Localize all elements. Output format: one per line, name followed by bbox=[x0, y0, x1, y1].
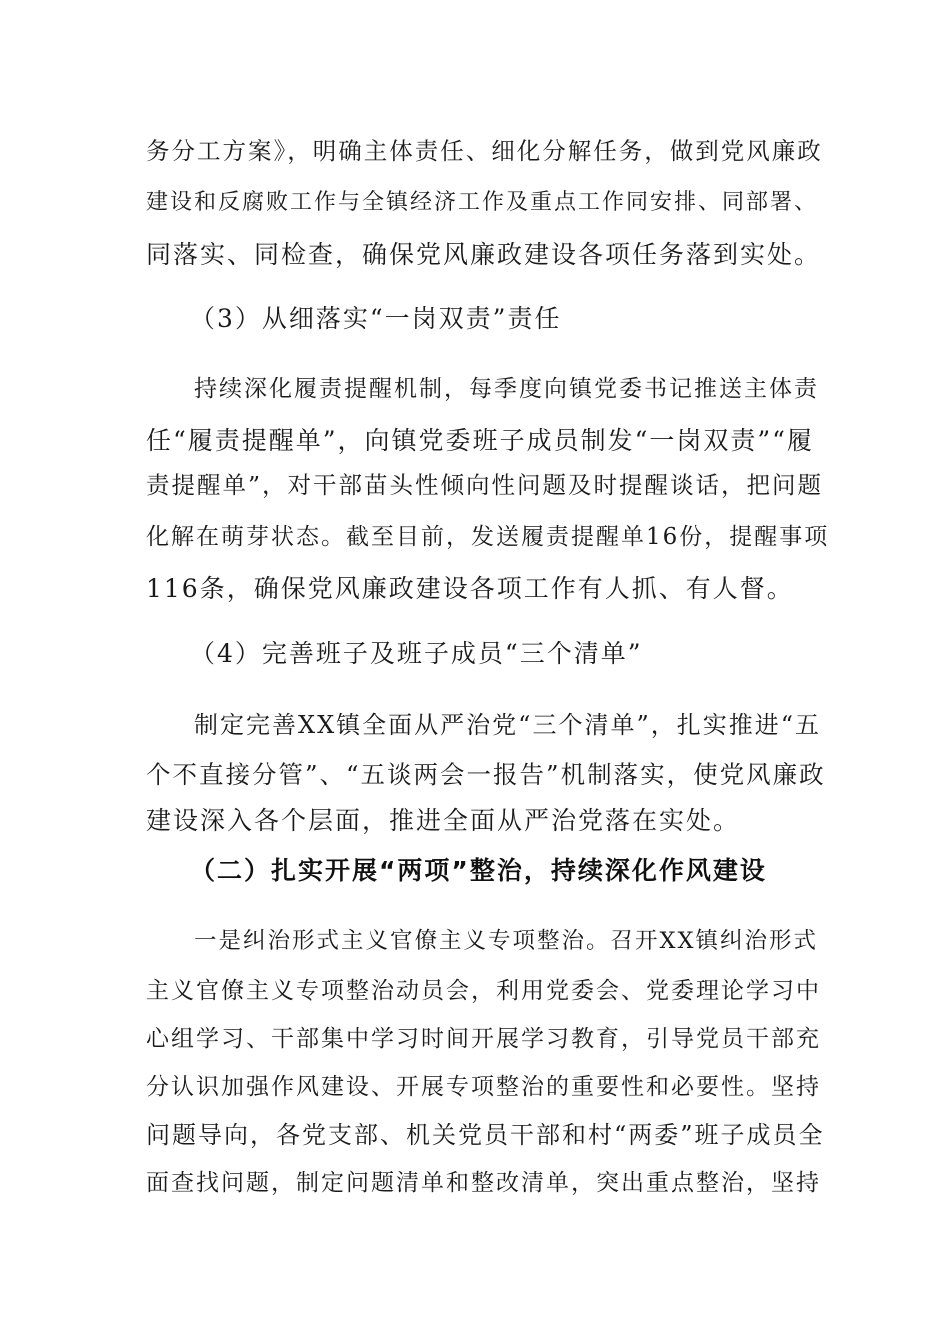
paragraph-line: 问题导向，各党支部、机关党员干部和村“两委”班子成员全 bbox=[146, 1121, 825, 1149]
paragraph-line: 务分工方案》，明确主体责任、细化分解任务，做到党风廉政 bbox=[146, 137, 823, 165]
section-heading: （二）扎实开展“两项”整治，持续深化作风建设 bbox=[190, 856, 767, 885]
paragraph-line: 责提醒单”，对干部苗头性倾向性问题及时提醒谈话，把问题 bbox=[146, 471, 824, 499]
paragraph-line: 同落实、同检查，确保党风廉政建设各项任务落到实处。 bbox=[146, 240, 822, 269]
paragraph-line: 主义官僚主义专项整治动员会，利用党委会、党委理论学习中 bbox=[146, 978, 821, 1004]
paragraph-line: 心组学习、干部集中学习时间开展学习教育，引导党员干部充 bbox=[146, 1026, 821, 1052]
paragraph-line: 建设和反腐败工作与全镇经济工作及重点工作同安排、同部署、 bbox=[146, 190, 819, 215]
paragraph-line: 化解在萌芽状态。截至目前，发送履责提醒单16份，提醒事项 bbox=[146, 524, 830, 550]
paragraph-line: 个不直接分管”、“五谈两会一报告”机制落实，使党风廉政 bbox=[146, 760, 826, 789]
paragraph-line: 面查找问题，制定问题清单和整改清单，突出重点整治，坚持 bbox=[146, 1170, 821, 1196]
subheading-3: （3）从细落实“一岗双责”责任 bbox=[190, 304, 562, 333]
paragraph-line: 分认识加强作风建设、开展专项整治的重要性和必要性。坚持 bbox=[146, 1074, 821, 1100]
paragraph-line: 一是纠治形式主义官僚主义专项整治。召开XX镇纠治形式 bbox=[194, 928, 819, 954]
paragraph-line: 持续深化履责提醒机制，每季度向镇党委书记推送主体责 bbox=[194, 376, 819, 402]
subheading-4: （4）完善班子及班子成员“三个清单” bbox=[190, 639, 643, 668]
paragraph-line: 116条，确保党风廉政建设各项工作有人抓、有人督。 bbox=[146, 574, 794, 603]
paragraph-line: 制定完善XX镇全面从严治党“三个清单”，扎实推进“五 bbox=[194, 711, 821, 739]
paragraph-line: 建设深入各个层面，推进全面从严治党落在实处。 bbox=[146, 806, 741, 835]
paragraph-line: 任“履责提醒单”，向镇党委班子成员制发“一岗双责”“履 bbox=[146, 426, 814, 455]
